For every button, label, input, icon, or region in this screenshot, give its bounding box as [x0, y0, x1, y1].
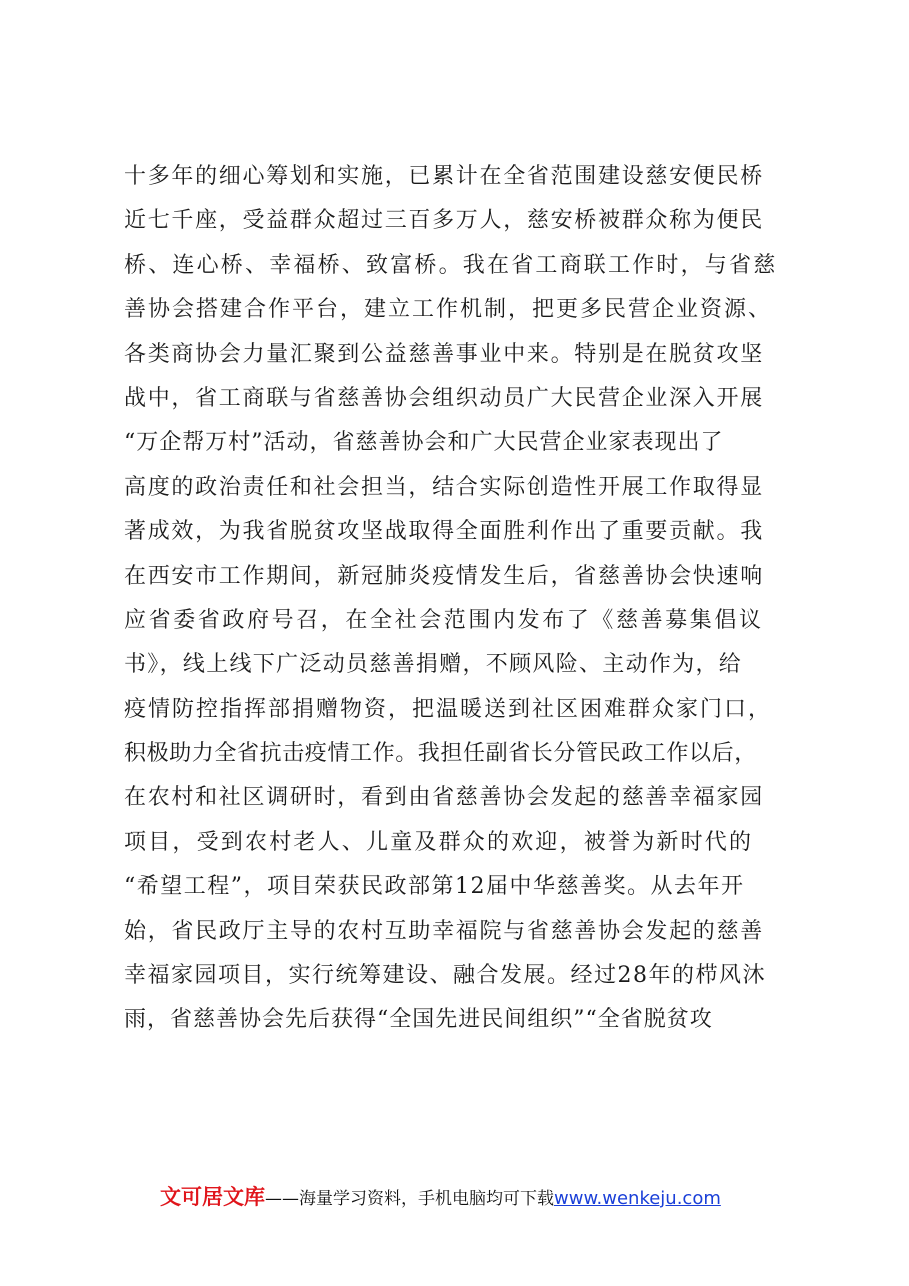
- text-line: “万企帮万村”活动，省慈善协会和广大民营企业家表现出了: [124, 430, 724, 456]
- text-line: 桥、连心桥、幸福桥、致富桥。我在省工商联工作时，与省慈: [124, 252, 778, 278]
- text-line: 项目，受到农村老人、儿童及群众的欢迎，被誉为新时代的: [124, 829, 754, 855]
- text-line: 战中，省工商联与省慈善协会组织动员广大民营企业深入开展: [124, 385, 764, 411]
- text-line: 各类商协会力量汇聚到公益慈善事业中来。特别是在脱贫攻坚: [124, 341, 764, 367]
- text-line: 积极助力全省抗击疫情工作。我担任副省长分管民政工作以后，: [124, 741, 757, 767]
- text-line: 十多年的细心筹划和实施，已累计在全省范围建设慈安便民桥: [124, 164, 764, 189]
- text-line: 书》，线上线下广泛动员慈善捐赠，不顾风险、主动作为，给: [124, 652, 743, 678]
- text-line: 幸福家园项目，实行统筹建设、融合发展。经过28年的栉风沐: [124, 963, 766, 989]
- text-line: 近七千座，受益群众超过三百多万人，慈安桥被群众称为便民: [124, 208, 764, 234]
- footer-tagline: ——海量学习资料，手机电脑均可下载: [265, 1189, 554, 1209]
- footer-brand: 文可居文库: [160, 1185, 265, 1209]
- text-line: 始，省民政厅主导的农村互助幸福院与省慈善协会发起的慈善: [124, 918, 764, 944]
- footer-banner: [160, 1182, 800, 1212]
- text-line: 在西安市工作期间，新冠肺炎疫情发生后，省慈善协会快速响: [124, 563, 764, 589]
- text-line: 雨，省慈善协会先后获得“全国先进民间组织”“全省脱贫攻: [124, 1007, 713, 1033]
- text-line: 著成效，为我省脱贫攻坚战取得全面胜利作出了重要贡献。我: [124, 519, 764, 545]
- text-line: 善协会搭建合作平台，建立工作机制，把更多民营企业资源、: [124, 297, 773, 323]
- text-line: 高度的政治责任和社会担当，结合实际创造性开展工作取得显: [124, 474, 764, 500]
- text-line: “希望工程”，项目荣获民政部第12届中华慈善奖。从去年开: [124, 874, 745, 900]
- text-line: 在农村和社区调研时，看到由省慈善协会发起的慈善幸福家园: [124, 785, 764, 811]
- footer-website-link[interactable]: www.wenkeju.com: [554, 1188, 721, 1209]
- text-line: 疫情防控指挥部捐赠物资，把温暖送到社区困难群众家门口，: [124, 696, 773, 722]
- text-line: 应省委省政府号召，在全社会范围内发布了《慈善募集倡议: [124, 607, 764, 633]
- body-text: [124, 155, 804, 1043]
